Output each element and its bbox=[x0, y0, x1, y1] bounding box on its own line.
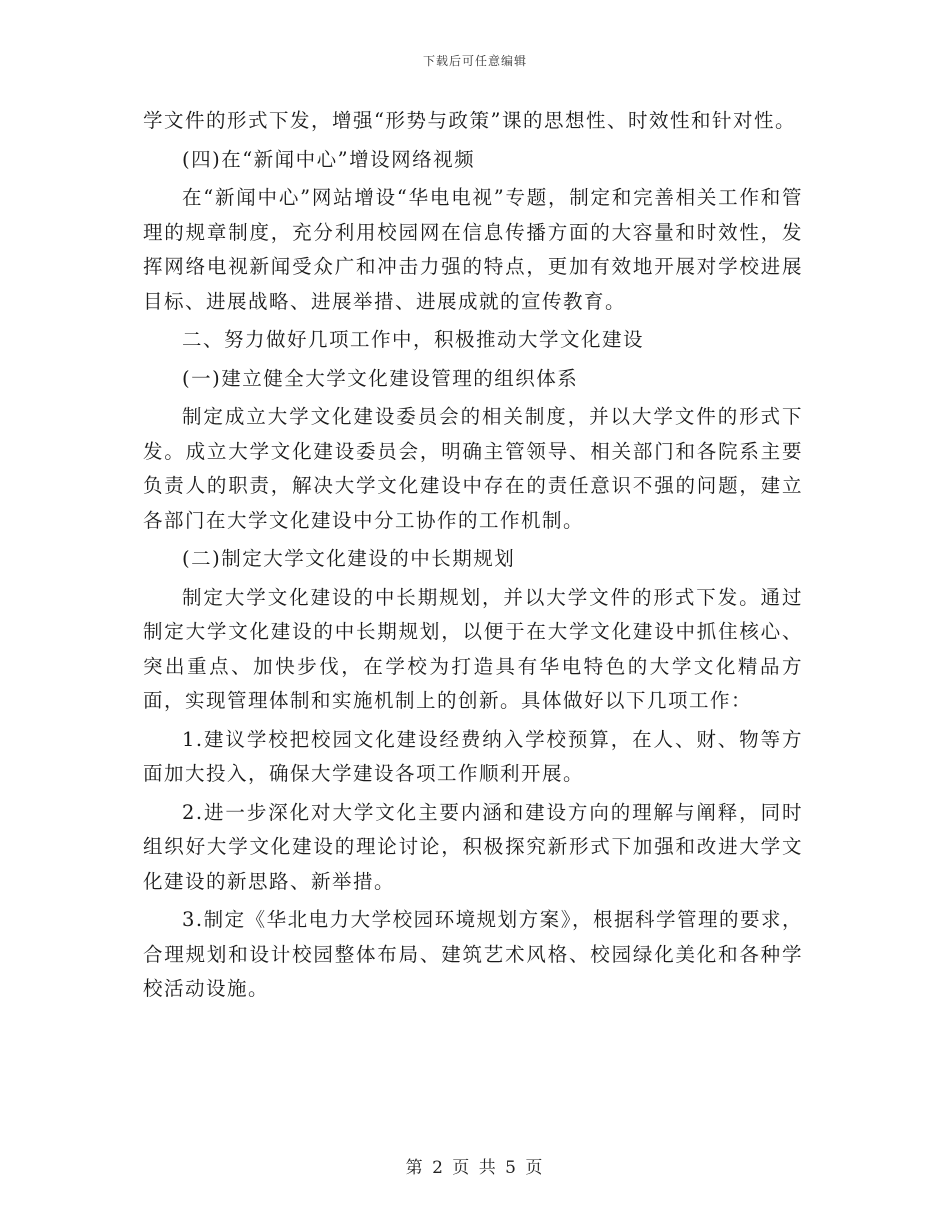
list-item-1: 1.建议学校把校园文化建设经费纳入学校预算，在人、财、物等方面加大投入，确保大学建设各项工作顺利开展。 bbox=[143, 727, 803, 785]
document-body bbox=[143, 104, 803, 1011]
list-item-2: 2.进一步深化对大学文化主要内涵和建设方向的理解与阐释，同时组织好大学文化建设的理论讨论，积极探究新形式下加强和改进大学文化建设的新思路、新举措。 bbox=[143, 800, 803, 893]
paragraph-4: 制定大学文化建设的中长期规划，并以大学文件的形式下发。通过制定大学文化建设的中长期规划，以便于在大学文化建设中抓住核心、突出重点、加快步伐，在学校为打造具有华电特色的大学文化精品方面，实现管理体制和实施机制上的创新。具体做好以下几项工作： bbox=[143, 585, 803, 712]
section-heading-1: (一)建立健全大学文化建设管理的组织体系 bbox=[182, 366, 579, 390]
chapter-heading-2: 二、努力做好几项工作中，积极推动大学文化建设 bbox=[182, 328, 645, 351]
page-header: 下载后可任意编辑 bbox=[422, 54, 527, 68]
paragraph-1: 学文件的形式下发，增强“形势与政策”课的思想性、时效性和针对性。 bbox=[143, 109, 796, 132]
section-heading-4: (四)在“新闻中心”增设网络视频 bbox=[182, 147, 476, 171]
page-number-footer: 第 2 页 共 5 页 bbox=[405, 1158, 545, 1178]
list-item-3: 3.制定《华北电力大学校园环境规划方案》，根据科学管理的要求，合理规划和设计校园整体布局、建筑艺术风格、校园绿化美化和各种学校活动设施。 bbox=[143, 908, 803, 1000]
paragraph-2: 在“新闻中心”网站增设“华电电视”专题，制定和完善相关工作和管理的规章制度，充分利用校园网在信息传播方面的大容量和时效性，发挥网络电视新闻受众广和冲击力强的特点，更加有效地开展对学校进展目标、进展战略、进展举措、进展成就的宣传教育。 bbox=[143, 186, 803, 313]
section-heading-2: (二)制定大学文化建设的中长期规划 bbox=[182, 547, 516, 570]
paragraph-3: 制定成立大学文化建设委员会的相关制度，并以大学文件的形式下发。成立大学文化建设委员会，明确主管领导、相关部门和各院系主要负责人的职责，解决大学文化建设中存在的责任意识不强的问题，建立各部门在大学文化建设中分工协作的工作机制。 bbox=[143, 405, 803, 532]
